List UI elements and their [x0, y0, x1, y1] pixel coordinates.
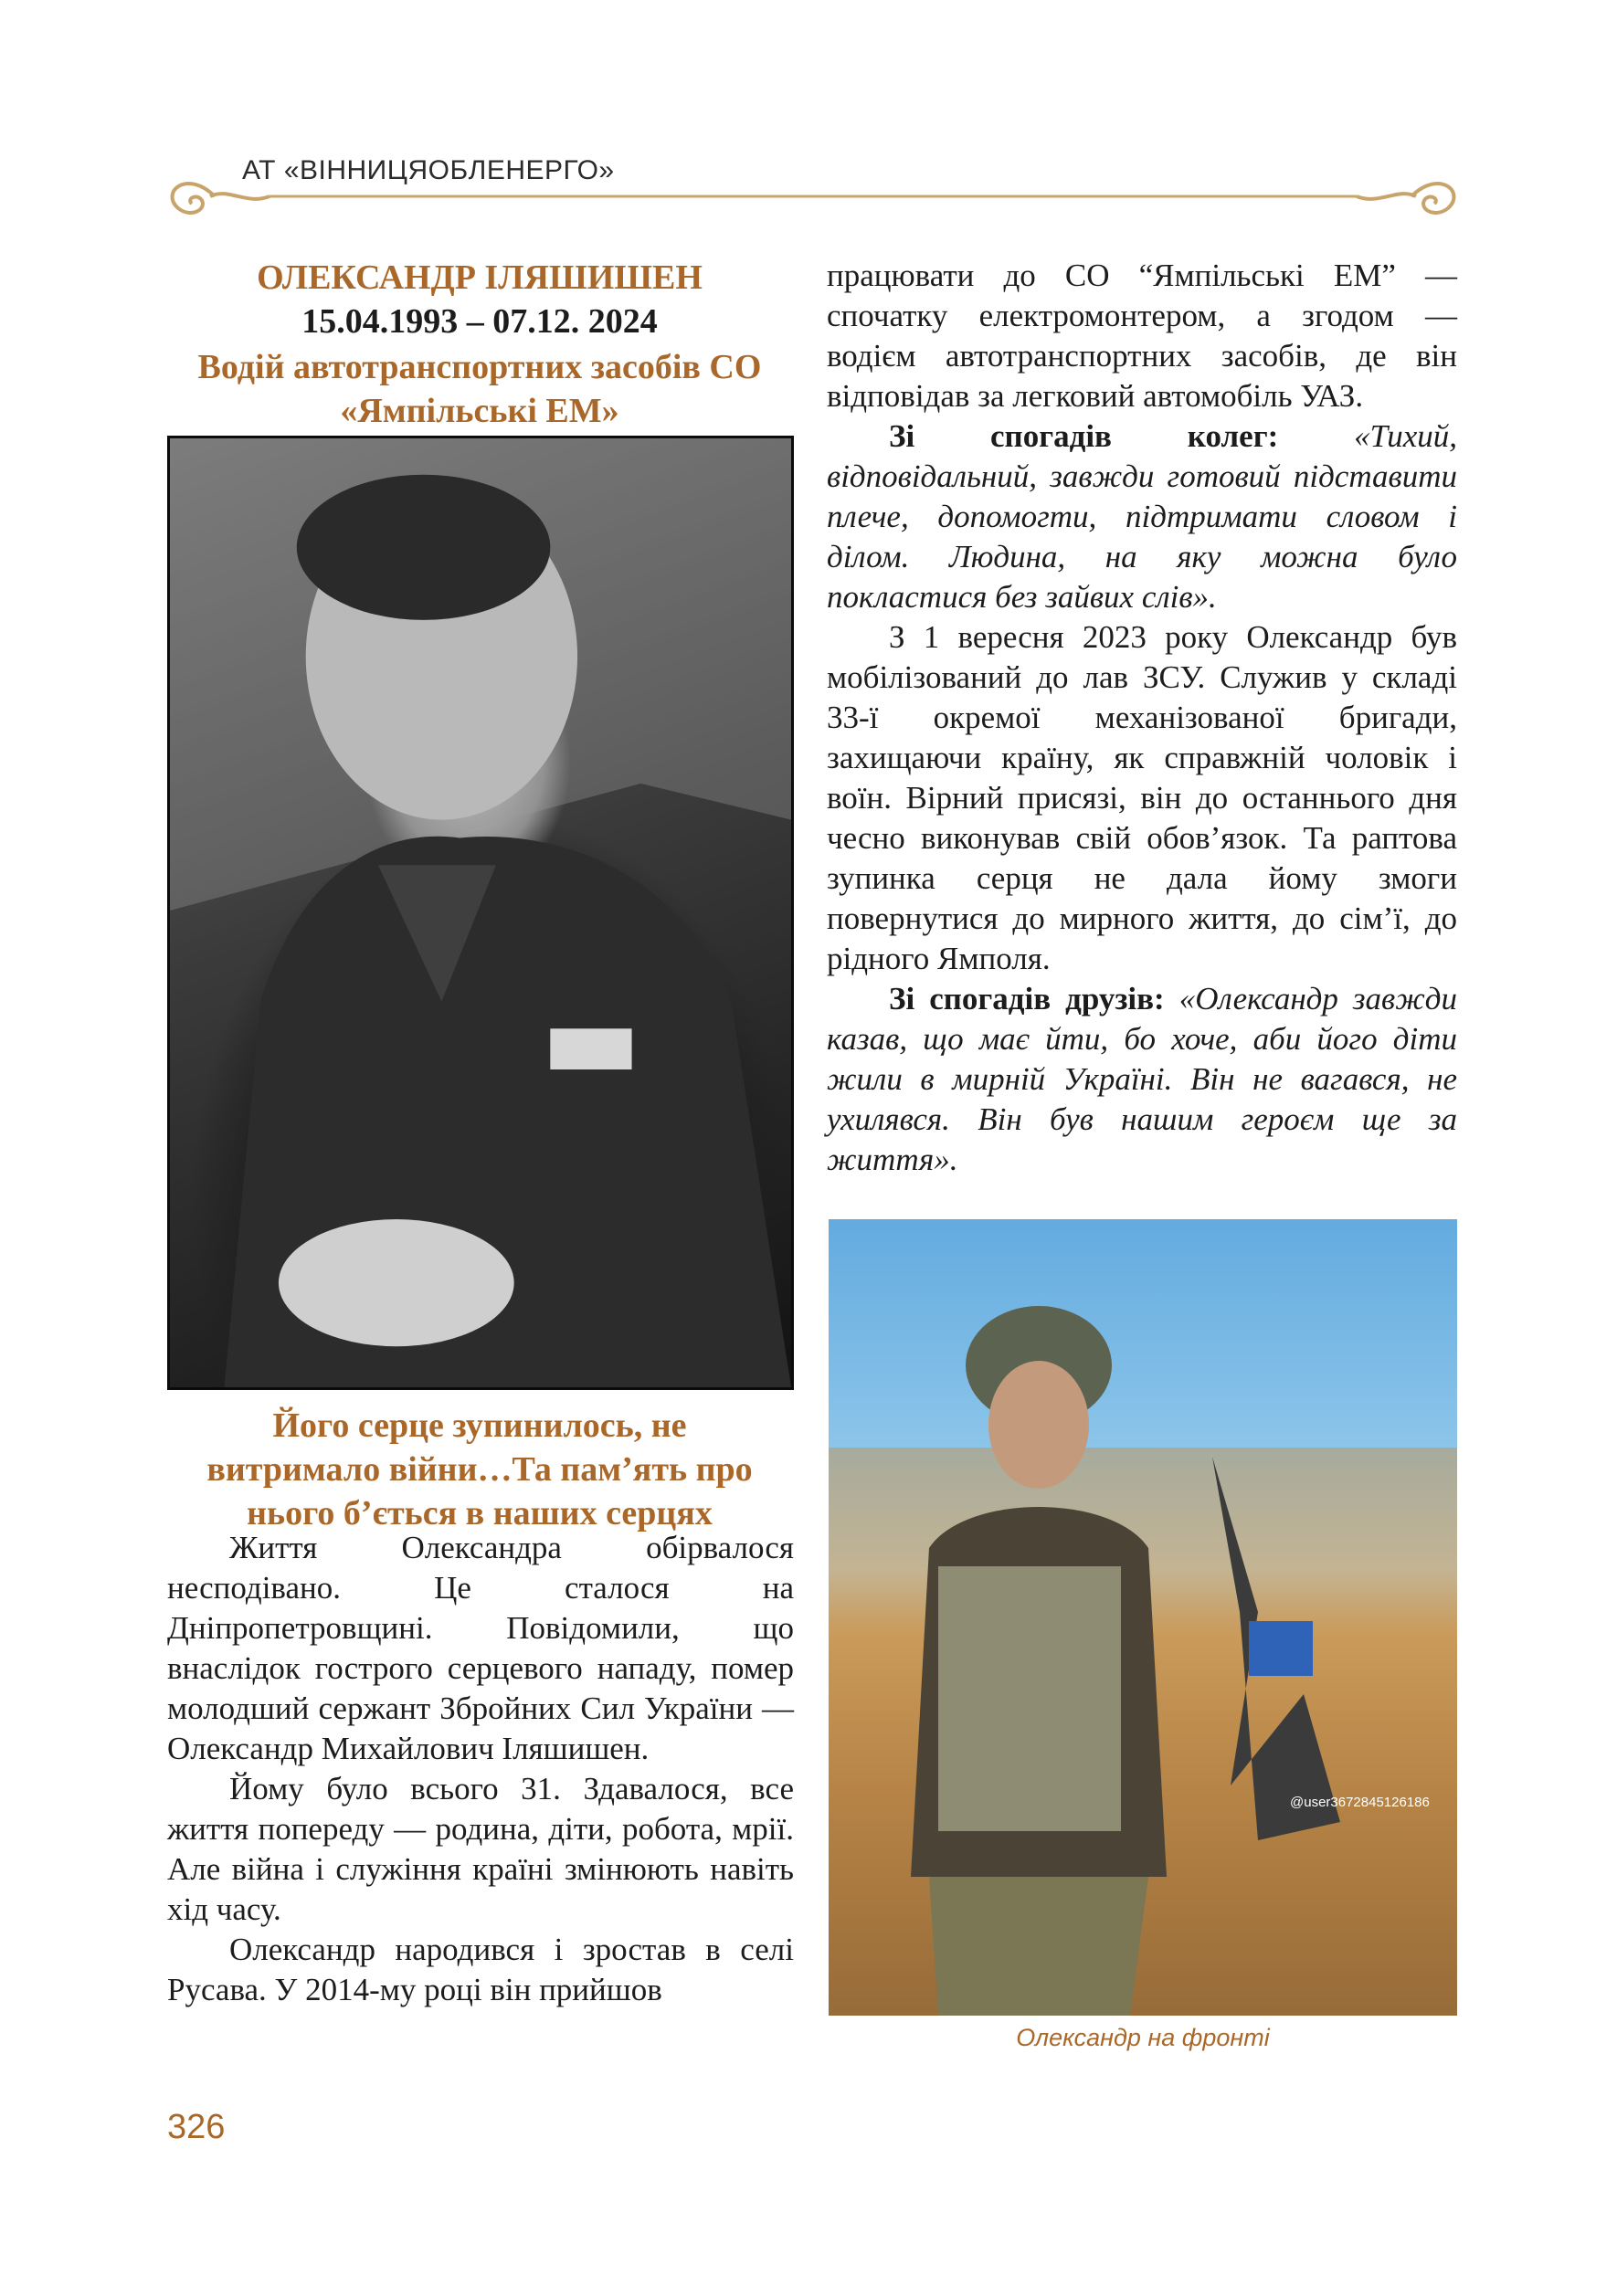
photo-watermark: @user3672845126186 [1290, 1795, 1430, 1810]
right-column-text [827, 256, 1457, 1180]
friends-quote: «Олександр завжди казав, що має йти, бо хоче, аби його діти жили в мирній Україні. Він не вагався, не ухилявся. Він був нашим героєм ще за життя». [827, 981, 1457, 1177]
job-title-line-2: «Ямпільські ЕМ» [340, 392, 619, 430]
photo-caption: Олександр на фронті [1016, 2024, 1270, 2051]
job-title-line-1: Водій автотранспортних засобів СО [197, 348, 762, 386]
person-name: ОЛЕКСАНДР ІЛЯШИШЕН [257, 258, 703, 297]
colleagues-quote-lead: Зі спогадів колег: [889, 418, 1279, 454]
scroll-flourish-ornament-icon [164, 174, 1462, 219]
running-header-title: АТ «ВІННИЦЯОБЛЕНЕРГО» [242, 155, 615, 185]
tagline-line-2: витримало війни…Та пам’ять про [206, 1450, 753, 1489]
life-dates: 15.04.1993 – 07.12. 2024 [301, 302, 658, 341]
paragraph: Олександр народився і зростав в селі Русава. У 2014-му році він прийшов [167, 1932, 794, 2007]
portrait-photo [167, 436, 794, 1390]
left-column-text [167, 1528, 794, 2010]
colleagues-quote: «Тихий, відповідальний, завжди готовий підставити плече, допомогти, підтримати словом і ділом. Людина, на яку можна було покластися без зайвих слів». [827, 418, 1457, 615]
page-number: 326 [167, 2108, 226, 2146]
memorial-tagline [164, 1404, 795, 1535]
paragraph: Йому було всього 31. Здавалося, все життя попереду — родина, діти, робота, мрії. Але війна і служіння країні змінюють навіть хід часу. [167, 1771, 794, 1927]
front-photo [829, 1219, 1457, 2016]
friends-quote-lead: Зі спогадів друзів: [889, 981, 1165, 1016]
paragraph: З 1 вересня 2023 року Олександр був мобілізований до лав ЗСУ. Служив у складі 33-ї окремої механізованої бригади, захищаючи країну, як справжній чоловік і воїн. Вірний присязі, він до останнього дня чесно виконував свій обов’язок. Та раптова зупинка серця не дала йому змоги повернутися до мирного життя, до сім’ї, до рідного Ямполя. [827, 619, 1457, 976]
tagline-line-3: нього б’ється в наших серцях [247, 1494, 713, 1532]
friends-quote-paragraph [827, 979, 1457, 1180]
paragraph: Життя Олександра обірвалося несподівано. Це сталося на Дніпропетровщині. Повідомили, що внаслідок гострого серцевого нападу, помер молодший сержант Збройних Сил України — Олександр Михайлович Іляшишен. [167, 1530, 794, 1766]
front-photo-illustration [829, 1219, 1457, 2016]
colleagues-quote-paragraph [827, 416, 1457, 617]
paragraph-continued: працювати до СО “Ямпільські ЕМ” — спочатку електромонтером, а згодом — водієм автотранспортних засобів, де він відповідав за легковий автомобіль УАЗ. [827, 258, 1457, 414]
portrait-illustration [170, 438, 791, 1387]
tagline-line-1: Його серце зупинилось, не [272, 1406, 687, 1445]
job-title [164, 345, 795, 433]
